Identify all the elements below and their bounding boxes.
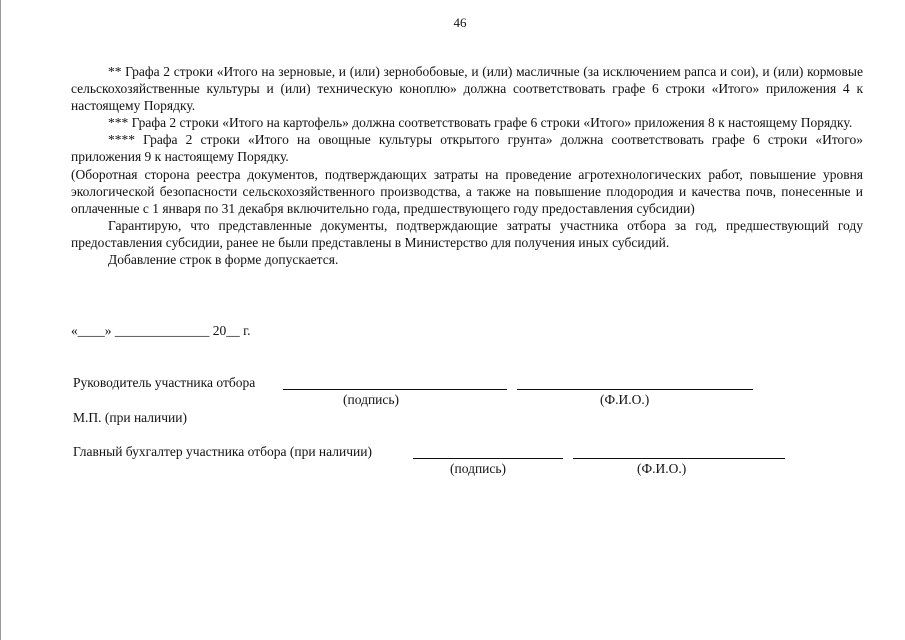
head-name-caption: (Ф.И.О.) <box>600 392 650 407</box>
page-number: 46 <box>453 15 467 30</box>
accountant-name-line <box>573 458 785 459</box>
stamp-label: М.П. (при наличии) <box>73 410 187 425</box>
footnote-potato: *** Графа 2 строки «Итого на картофель» должна соответствовать графе 6 строки «Итого» приложения 8 к настоящему Порядку. <box>108 115 853 131</box>
page-edge-rule <box>0 0 1 640</box>
accountant-signature-label: Главный бухгалтер участника отбора (при наличии) <box>73 444 372 459</box>
accountant-signature-line <box>413 458 563 459</box>
footnote-grain: ** Графа 2 строки «Итого на зерновые, и (или) зернобобовые, и (или) масличные (за исключением рапса и сои), и (или) кормовые сельскохозяйственные культуры и (или) техническую коноплю» должна соответствовать графе 6 строки «Итого» приложения 4 к настоящему Порядку. <box>71 64 863 114</box>
date-field: «____» ______________ 20__ г. <box>71 323 251 338</box>
accountant-signature-caption: (подпись) <box>450 461 507 476</box>
guarantee-paragraph: Гарантирую, что представленные документы, подтверждающие затраты участника отбора за год, предшествующий году предоставления субсидии, ранее не были представлены в Министерство для получения иных субсидий. <box>71 217 863 250</box>
head-signature-line <box>283 389 507 390</box>
rows-addition-note: Добавление строк в форме допускается. <box>108 252 339 268</box>
reverse-side-note: (Оборотная сторона реестра документов, подтверждающих затраты на проведение агротехнологических работ, повышение уровня экологической безопасности сельскохозяйственного производства, а также на повышение плодородия и качества почв, понесенные и оплаченные с 1 января по 31 декабря включительно года, предшествующего году предоставления субсидии) <box>71 166 863 216</box>
head-signature-caption: (подпись) <box>343 392 400 407</box>
head-name-line <box>517 389 753 390</box>
accountant-name-caption: (Ф.И.О.) <box>637 461 687 476</box>
head-signature-label: Руководитель участника отбора <box>73 375 256 390</box>
document-body <box>71 63 863 268</box>
footnote-vegetables: **** Графа 2 строки «Итого на овощные культуры открытого грунта» должна соответствовать графе 6 строки «Итого» приложения 9 к настоящему Порядку. <box>71 132 863 165</box>
